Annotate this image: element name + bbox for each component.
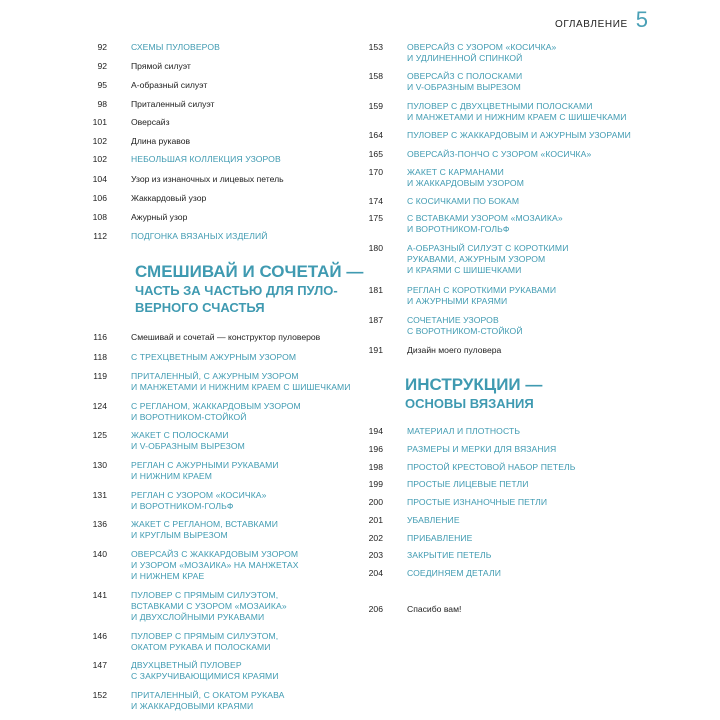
toc-page-number: 118: [93, 352, 107, 362]
toc-entry: [351, 243, 568, 276]
toc-page-number: 158: [368, 71, 383, 81]
toc-page-number: 102: [92, 136, 107, 146]
toc-page-number: 202: [368, 533, 383, 543]
toc-entry-title: ЖАКЕТ С РЕГЛАНОМ, ВСТАВКАМИ И КРУГЛЫМ ВЫРЕЗОМ: [131, 519, 279, 540]
toc-entry-title: Узор из изнаночных и лицевых петель: [131, 174, 284, 184]
toc-entry: [351, 149, 591, 160]
toc-entry-title: Смешивай и сочетай — конструктор пуловеров: [131, 332, 321, 342]
toc-page-number: 119: [93, 371, 107, 381]
toc-page-number: 191: [368, 345, 383, 355]
section-heading-line: ВЕРНОГО СЧАСТЬЯ: [135, 300, 265, 315]
toc-page-number: 92: [97, 61, 107, 71]
toc-entry: [351, 196, 519, 207]
toc-entry-title: ЗАКРЫТИЕ ПЕТЕЛЬ: [407, 550, 492, 560]
toc-entry-title: ЖАКЕТ С ПОЛОСКАМИ И V-ОБРАЗНЫМ ВЫРЕЗОМ: [131, 430, 245, 451]
toc-page-number: 108: [92, 212, 107, 222]
section-heading-line: ЧАСТЬ ЗА ЧАСТЬЮ ДЛЯ ПУЛО-: [135, 283, 338, 298]
toc-page-number: 164: [368, 130, 383, 140]
toc-page-number: 175: [368, 213, 383, 223]
toc-page-number: 141: [92, 590, 107, 600]
toc-entry-title: ПУЛОВЕР С ПРЯМЫМ СИЛУЭТОМ, ОКАТОМ РУКАВА И ПОЛОСКАМИ: [131, 631, 279, 652]
toc-entry-title: ДВУХЦВЕТНЫЙ ПУЛОВЕР С ЗАКРУЧИВАЮЩИМИСЯ КРАЯМИ: [131, 660, 279, 681]
toc-entry-title: РЕГЛАН С КОРОТКИМИ РУКАВАМИ И АЖУРНЫМИ КРАЯМИ: [407, 285, 557, 306]
toc-page-number: 200: [368, 497, 383, 507]
toc-entry-title: Жаккардовый узор: [131, 193, 207, 203]
section-heading-line: ОСНОВЫ ВЯЗАНИЯ: [405, 396, 534, 411]
toc-entry: [351, 497, 547, 508]
toc-entry-title: ПРИБАВЛЕНИЕ: [407, 533, 473, 543]
toc-page-number: 104: [92, 174, 107, 184]
toc-entry-title: Дизайн моего пуловера: [407, 345, 502, 355]
toc-entry-title: НЕБОЛЬШАЯ КОЛЛЕКЦИЯ УЗОРОВ: [131, 154, 281, 164]
toc-entry: [351, 568, 501, 579]
toc-entry: [351, 462, 576, 473]
toc-entry-title: ОВЕРСАЙЗ-ПОНЧО С УЗОРОМ «КОСИЧКА»: [407, 149, 592, 159]
toc-entry: [351, 167, 524, 189]
section-heading-line: ИНСТРУКЦИИ —: [405, 375, 543, 394]
toc-page-number: 198: [368, 462, 383, 472]
toc-page-number: 187: [368, 315, 383, 325]
page-number: 5: [635, 7, 648, 32]
toc-entry-title: ОВЕРСАЙЗ С УЗОРОМ «КОСИЧКА» И УДЛИНЕННОЙ СПИНКОЙ: [407, 42, 557, 63]
toc-entry-title: ОВЕРСАЙЗ С ЖАККАРДОВЫМ УЗОРОМ И УЗОРОМ «МОЗАИКА» НА МАНЖЕТАХ И НИЖНЕМ КРАЕ: [131, 549, 299, 581]
toc-entry-title: Спасибо вам!: [407, 604, 462, 614]
toc-page-number: 181: [368, 285, 383, 295]
toc-entry: [351, 315, 523, 337]
toc-page-number: 92: [97, 42, 107, 52]
toc-entry-title: ПУЛОВЕР С ДВУХЦВЕТНЫМИ ПОЛОСКАМИ И МАНЖЕТАМИ И НИЖНИМ КРАЕМ С ШИШЕЧКАМИ: [407, 101, 627, 122]
toc-entry-title: МАТЕРИАЛ И ПЛОТНОСТЬ: [407, 426, 521, 436]
toc-page-number: 136: [92, 519, 107, 529]
toc-entry-title: А-ОБРАЗНЫЙ СИЛУЭТ С КОРОТКИМИ РУКАВАМИ, АЖУРНЫМ УЗОРОМ И КРАЯМИ С ШИШЕЧКАМИ: [407, 243, 569, 275]
toc-page-number: 194: [368, 426, 383, 436]
toc-page-number: 124: [92, 401, 107, 411]
toc-entry: [351, 533, 473, 544]
toc-entry-title: Приталенный силуэт: [131, 99, 215, 109]
toc-entry-title: Оверсайз: [131, 117, 170, 127]
toc-entry-title: ПУЛОВЕР С ЖАККАРДОВЫМ И АЖУРНЫМ УЗОРАМИ: [407, 130, 631, 140]
toc-page-number: 146: [92, 631, 107, 641]
header-title: ОГЛАВЛЕНИЕ: [555, 19, 628, 30]
toc-entry-title: СОЕДИНЯЕМ ДЕТАЛИ: [407, 568, 501, 578]
toc-entry-title: Прямой силуэт: [131, 61, 191, 71]
toc-entry-title: С КОСИЧКАМИ ПО БОКАМ: [407, 196, 520, 206]
toc-page-number: 140: [92, 549, 107, 559]
toc-page-number: 203: [368, 550, 383, 560]
toc-page-number: 201: [368, 515, 383, 525]
toc-entry-title: Длина рукавов: [131, 136, 191, 146]
toc-entry-title: РЕГЛАН С АЖУРНЫМИ РУКАВАМИ И НИЖНИМ КРАЕМ: [131, 460, 279, 481]
toc-page-number: 159: [368, 101, 383, 111]
toc-entry-title: А-образный силуэт: [131, 80, 208, 90]
toc-entry: [351, 444, 556, 455]
toc-page-number: 165: [368, 149, 383, 159]
toc-page-number: 101: [92, 117, 107, 127]
toc-entry-title: СОЧЕТАНИЕ УЗОРОВ С ВОРОТНИКОМ-СТОЙКОЙ: [407, 315, 523, 336]
toc-page-number: 199: [368, 479, 383, 489]
toc-page-number: 153: [368, 42, 383, 52]
toc-entry-title: ПРОСТОЙ КРЕСТОВОЙ НАБОР ПЕТЕЛЬ: [407, 462, 576, 472]
toc-page-number: 196: [368, 444, 383, 454]
toc-entry-title: СХЕМЫ ПУЛОВЕРОВ: [131, 42, 220, 52]
toc-page-number: 147: [92, 660, 107, 670]
section-heading-instructions: [405, 375, 542, 412]
toc-entry-title: С ТРЕХЦВЕТНЫМ АЖУРНЫМ УЗОРОМ: [131, 352, 297, 362]
toc-page-number: 170: [368, 167, 383, 177]
toc-page-number: 106: [92, 193, 107, 203]
toc-entry: [351, 101, 627, 123]
toc-page-number: 152: [92, 690, 107, 700]
toc-page-number: 174: [368, 196, 383, 206]
toc-entry: [351, 213, 563, 235]
toc-entry-title: Ажурный узор: [131, 212, 188, 222]
toc-entry-title: ПРИТАЛЕННЫЙ, С АЖУРНЫМ УЗОРОМ И МАНЖЕТАМИ И НИЖНИМ КРАЕМ С ШИШЕЧКАМИ: [131, 371, 351, 392]
toc-entry: [351, 71, 522, 93]
toc-entry-title: С РЕГЛАНОМ, ЖАККАРДОВЫМ УЗОРОМ И ВОРОТНИКОМ-СТОЙКОЙ: [131, 401, 301, 422]
toc-page-number: 116: [93, 332, 107, 342]
toc-entry-title: РАЗМЕРЫ И МЕРКИ ДЛЯ ВЯЗАНИЯ: [407, 444, 557, 454]
toc-entry: [351, 479, 529, 490]
toc-page-number: 206: [368, 604, 383, 614]
toc-page-number: 180: [368, 243, 383, 253]
toc-entry: [351, 345, 501, 356]
toc-entry: [351, 130, 631, 141]
toc-entry: [351, 285, 556, 307]
toc-page-number: 125: [92, 430, 107, 440]
toc-entry-title: ОВЕРСАЙЗ С ПОЛОСКАМИ И V-ОБРАЗНЫМ ВЫРЕЗОМ: [407, 71, 523, 92]
toc-entry-title: ПРИТАЛЕННЫЙ, С ОКАТОМ РУКАВА И ЖАККАРДОВЫМИ КРАЯМИ: [131, 690, 285, 711]
toc-entry: [351, 550, 491, 561]
toc-entry-title: РЕГЛАН С УЗОРОМ «КОСИЧКА» И ВОРОТНИКОМ-ГОЛЬФ: [131, 490, 267, 511]
toc-page-number: 102: [92, 154, 107, 164]
toc-entry: [351, 42, 556, 64]
toc-entry: [351, 426, 520, 437]
toc-entry: [351, 604, 461, 615]
toc-page-number: 112: [93, 231, 107, 241]
toc-page-number: 98: [97, 99, 107, 109]
toc-page-number: 130: [92, 460, 107, 470]
toc-entry-title: ПОДГОНКА ВЯЗАНЫХ ИЗДЕЛИЙ: [131, 231, 268, 241]
toc-entry-title: С ВСТАВКАМИ УЗОРОМ «МОЗАИКА» И ВОРОТНИКОМ-ГОЛЬФ: [407, 213, 563, 234]
section-heading-mix-and-match: [135, 262, 363, 316]
toc-page-number: 204: [368, 568, 383, 578]
section-heading-line: СМЕШИВАЙ И СОЧЕТАЙ —: [135, 262, 364, 281]
toc-entry-title: ПУЛОВЕР С ПРЯМЫМ СИЛУЭТОМ, ВСТАВКАМИ С УЗОРОМ «МОЗАИКА» И ДВУХСЛОЙНЫМИ РУКАВАМИ: [131, 590, 287, 622]
toc-entry: [351, 515, 460, 526]
toc-entry-title: УБАВЛЕНИЕ: [407, 515, 460, 525]
toc-entry-title: ПРОСТЫЕ ИЗНАНОЧНЫЕ ПЕТЛИ: [407, 497, 548, 507]
toc-entry-title: ЖАКЕТ С КАРМАНАМИ И ЖАККАРДОВЫМ УЗОРОМ: [407, 167, 524, 188]
toc-page-number: 95: [97, 80, 107, 90]
toc-entry-title: ПРОСТЫЕ ЛИЦЕВЫЕ ПЕТЛИ: [407, 479, 529, 489]
toc-page-number: 131: [92, 490, 107, 500]
